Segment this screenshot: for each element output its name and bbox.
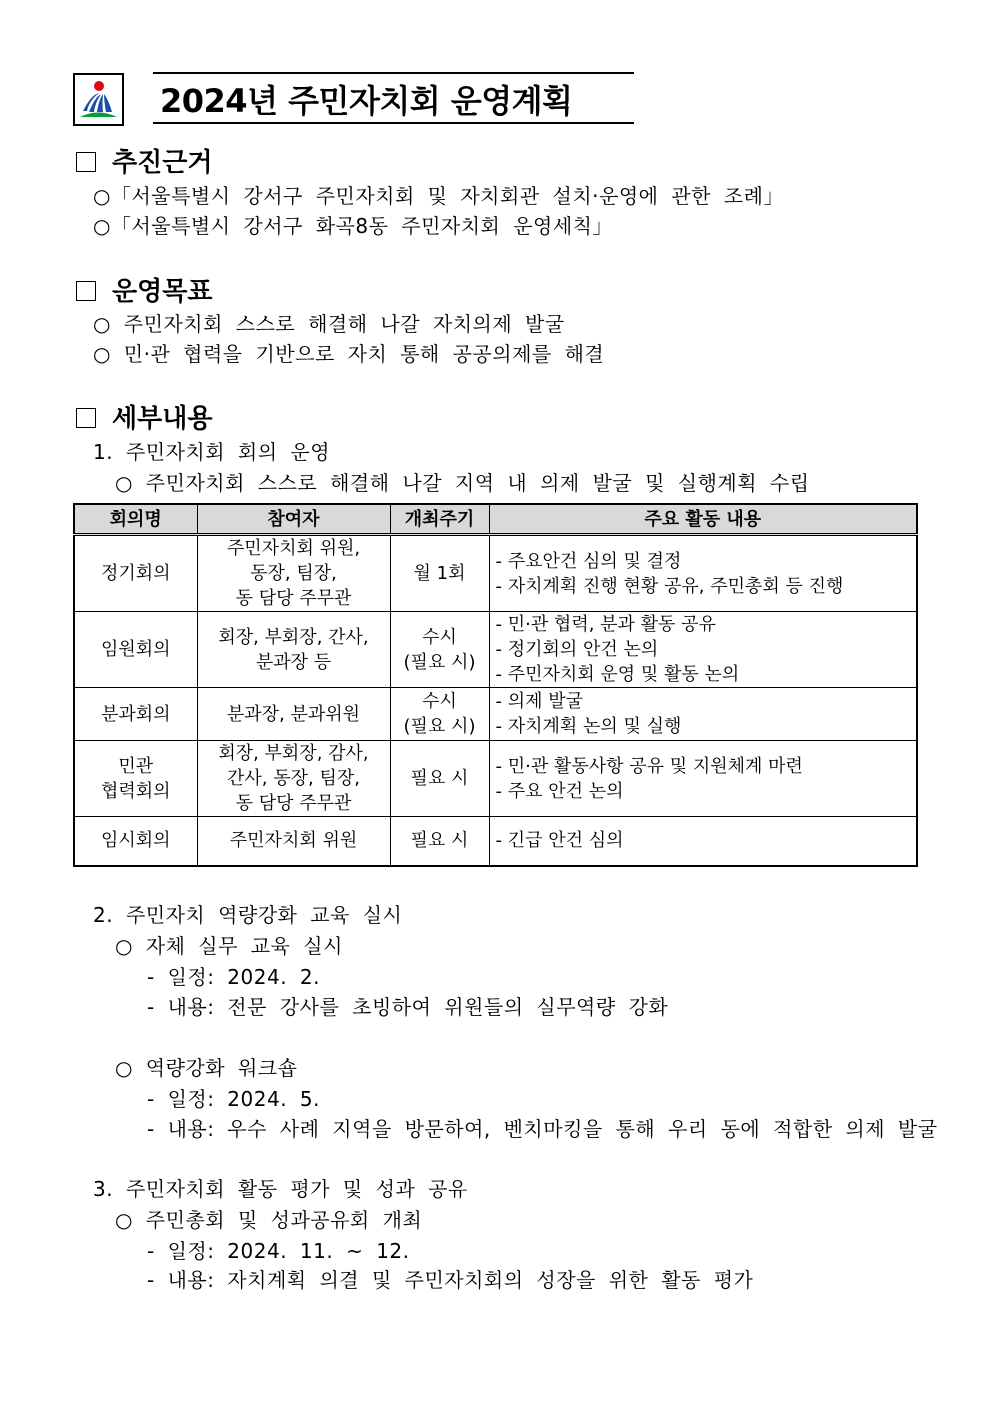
participants-cell: [197, 817, 390, 866]
cell-line: 임시회의: [100, 830, 171, 852]
cell-line: - 주요안건 심의 및 결정: [495, 550, 682, 572]
activities-cell: [489, 741, 917, 817]
col-header: 주요 활동 내용: [489, 504, 917, 535]
list-item: ○ 주민총회 및 성과공유회 개최: [115, 1208, 423, 1232]
participants-cell: [197, 535, 390, 612]
section-title: 세부내용: [112, 404, 213, 434]
cell-line: - 주요 안건 논의: [495, 780, 624, 802]
cell-line: - 민·관 활동사항 공유 및 지원체계 마련: [495, 755, 803, 777]
meeting-name-cell: [74, 817, 197, 866]
table-row: [74, 612, 917, 688]
list-item: - 내용: 우수 사례 지역을 방문하여, 벤치마킹을 통해 우리 동에 적합한 의제 발굴: [147, 1117, 938, 1141]
cell-line: 필요 시: [410, 768, 469, 789]
cell-line: 민관: [118, 755, 154, 777]
activities-cell: [489, 612, 917, 688]
meeting-name-cell: [74, 612, 197, 688]
title-rule-top: [153, 72, 634, 74]
cell-line: 회장, 부회장, 감사,: [218, 743, 369, 764]
cell-line: 분과장 등: [255, 651, 332, 673]
cell-line: 협력회의: [100, 780, 171, 802]
cell-line: 임원회의: [100, 639, 171, 660]
table-row: [74, 817, 917, 866]
meeting-name-cell: [74, 535, 197, 612]
checkbox-square-icon: [76, 408, 96, 428]
col-header: 개최주기: [390, 504, 489, 535]
title-rule-bottom: [153, 122, 634, 124]
cell-line: 간사, 동장, 팀장,: [227, 768, 360, 789]
list-item: ○ 자체 실무 교육 실시: [115, 934, 343, 958]
section-title: 운영목표: [112, 277, 213, 307]
list-item: - 일정: 2024. 2.: [147, 965, 321, 989]
meeting-table: [73, 503, 918, 867]
list-item: ○ 민·관 협력을 기반으로 자치 통해 공공의제를 해결: [93, 342, 605, 366]
activities-cell: [489, 688, 917, 741]
section-title: 추진근거: [112, 148, 213, 178]
list-item: - 일정: 2024. 11. ~ 12.: [147, 1239, 410, 1263]
subheading: 2. 주민자치 역량강화 교육 실시: [93, 903, 403, 927]
section-heading: [76, 271, 212, 308]
list-item: ○「서울특별시 강서구 주민자치회 및 자치회관 설치·운영에 관한 조례」: [93, 184, 784, 208]
page-title: 2024년 주민자치회 운영계획: [160, 82, 573, 120]
cycle-cell: [390, 817, 489, 866]
table-row: [74, 688, 917, 741]
cell-line: 분과장, 분과위원: [226, 703, 361, 725]
cell-line: 필요 시: [410, 830, 469, 852]
cycle-cell: [390, 741, 489, 817]
list-item: - 내용: 자치계획 의결 및 주민자치회의 성장을 위한 활동 평가: [147, 1268, 754, 1292]
cycle-cell: [390, 612, 489, 688]
cell-line: 수시: [422, 626, 457, 648]
cell-line: 동 담당 주무관: [235, 793, 352, 814]
cell-line: 주민자치회 위원: [229, 830, 358, 852]
checkbox-square-icon: [76, 281, 96, 301]
subheading: 1. 주민자치회 회의 운영: [93, 440, 331, 464]
logo: [73, 73, 124, 126]
checkbox-square-icon: [76, 152, 96, 172]
cycle-cell: [390, 535, 489, 612]
section-heading: [76, 398, 212, 435]
cell-line: - 긴급 안건 심의: [495, 830, 624, 852]
cell-line: 동장, 팀장,: [250, 563, 337, 584]
participants-cell: [197, 688, 390, 741]
list-item: - 일정: 2024. 5.: [147, 1087, 321, 1111]
cell-line: 동 담당 주무관: [235, 588, 352, 609]
list-item: ○ 역량강화 워크숍: [115, 1056, 298, 1080]
activities-cell: [489, 817, 917, 866]
meeting-name-cell: [74, 741, 197, 817]
table-row: [74, 535, 917, 612]
cycle-cell: [390, 688, 489, 741]
cell-line: - 민·관 협력, 분과 활동 공유: [495, 614, 716, 635]
cell-line: (필요 시): [403, 651, 476, 673]
cell-line: - 정기회의 안건 논의: [495, 639, 659, 660]
cell-line: - 주민자치회 운영 및 활동 논의: [495, 664, 740, 685]
participants-cell: [197, 741, 390, 817]
activities-cell: [489, 535, 917, 612]
cell-line: 정기회의: [100, 563, 171, 584]
cell-line: (필요 시): [403, 716, 476, 737]
cell-line: 분과회의: [100, 703, 171, 725]
list-item: ○ 주민자치회 스스로 해결해 나갈 자치의제 발굴: [93, 312, 565, 336]
cell-line: - 자치계획 논의 및 실행: [495, 716, 682, 737]
meeting-name-cell: [74, 688, 197, 741]
cell-line: 월 1회: [413, 563, 466, 584]
cell-line: 주민자치회 위원,: [226, 538, 361, 559]
cell-line: - 의제 발굴: [495, 691, 583, 712]
cell-line: 회장, 부회장, 간사,: [218, 626, 369, 648]
participants-cell: [197, 612, 390, 688]
list-item: ○ 주민자치회 스스로 해결해 나갈 지역 내 의제 발굴 및 실행계획 수립: [115, 471, 810, 495]
subheading: 3. 주민자치회 활동 평가 및 성과 공유: [93, 1177, 468, 1201]
cell-line: 수시: [422, 691, 457, 712]
gangseo-logo-icon: [75, 75, 122, 124]
col-header: 회의명: [74, 504, 197, 535]
cell-line: - 자치계획 진행 현황 공유, 주민총회 등 진행: [495, 575, 844, 597]
list-item: - 내용: 전문 강사를 초빙하여 위원들의 실무역량 강화: [147, 995, 669, 1019]
table-row: [74, 741, 917, 817]
section-heading: [76, 142, 212, 179]
col-header: 참여자: [197, 504, 390, 535]
list-item: ○「서울특별시 강서구 화곡8동 주민자치회 운영세칙」: [93, 214, 614, 238]
